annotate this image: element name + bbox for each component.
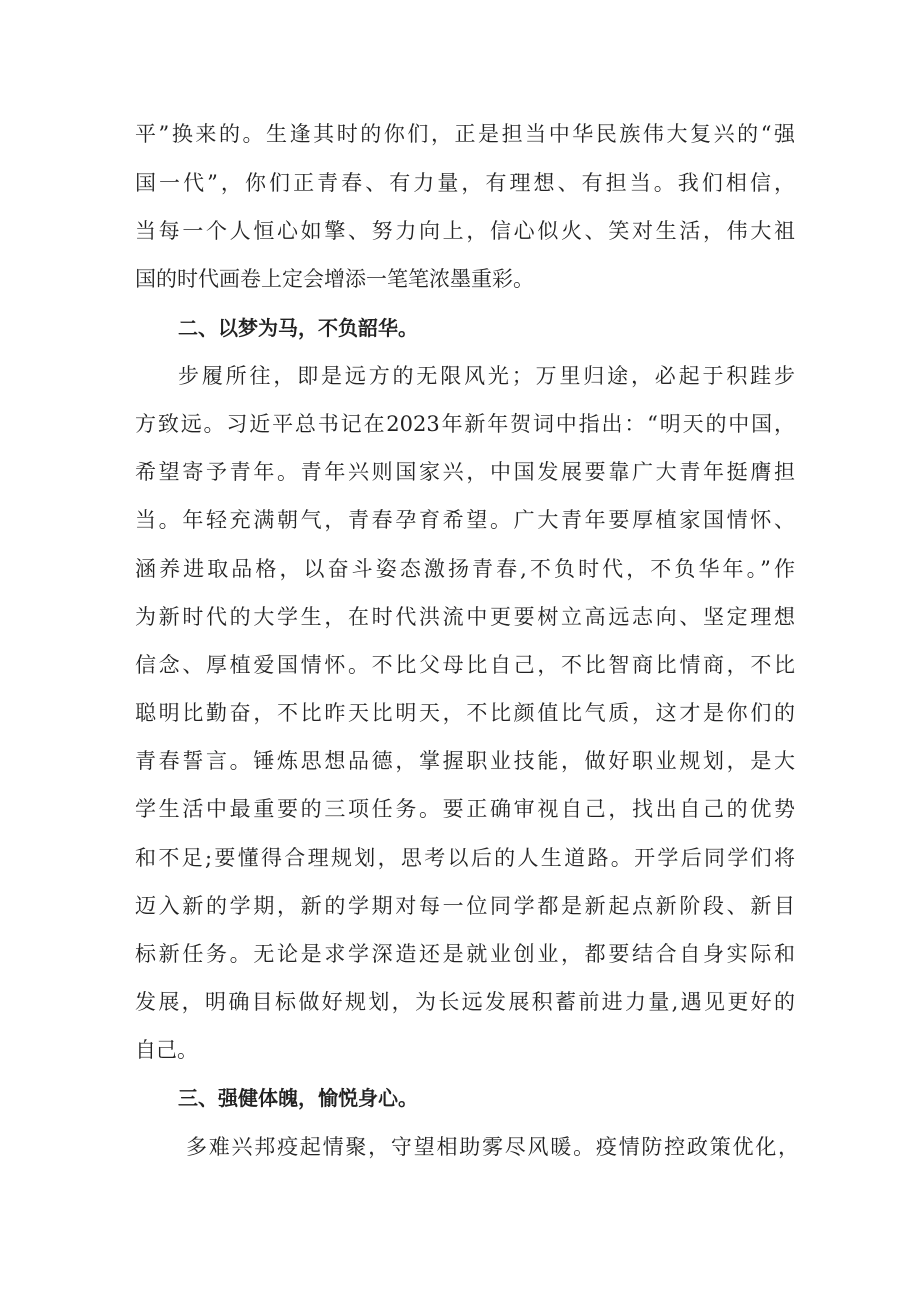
paragraph-line: 迈入新的学期，新的学期对每一位同学都是新起点新阶段、新目 bbox=[135, 894, 795, 918]
paragraph-line: 自己。 bbox=[135, 1038, 198, 1062]
paragraph-line: 和不足;要懂得合理规划，思考以后的人生道路。开学后同学们将 bbox=[135, 846, 795, 870]
paragraph-line: 学生活中最重要的三项任务。要正确审视自己，找出自己的优势 bbox=[135, 797, 795, 821]
paragraph-line: 步履所往，即是远方的无限风光；万里归途，必起于积跬步 bbox=[178, 364, 795, 388]
paragraph-line: 国一代”，你们正青春、有力量，有理想、有担当。我们相信， bbox=[135, 171, 795, 195]
paragraph-line: 希望寄予青年。青年兴则国家兴，中国发展要靠广大青年挺膺担 bbox=[135, 460, 795, 484]
paragraph-line: 当。年轻充满朝气，青春孕育希望。广大青年要厚植家国情怀、 bbox=[135, 508, 795, 532]
section-heading-2: 二、以梦为马，不负韶华。 bbox=[178, 316, 418, 340]
paragraph-line: 多难兴邦疫起情聚，守望相助雾尽风暖。疫情防控政策优化， bbox=[186, 1135, 799, 1159]
paragraph-line: 信念、厚植爱国情怀。不比父母比自己，不比智商比情商，不比 bbox=[135, 653, 795, 677]
paragraph-line: 发展，明确目标做好规划，为长远发展积蓄前进力量,遇见更好的 bbox=[135, 990, 795, 1014]
section-heading-3: 三、强健体魄，愉悦身心。 bbox=[178, 1086, 418, 1110]
paragraph-line: 聪明比勤奋，不比昨天比明天，不比颜值比气质，这才是你们的 bbox=[135, 701, 795, 725]
paragraph-line: 青春誓言。锤炼思想品德，掌握职业技能，做好职业规划，是大 bbox=[135, 749, 795, 773]
paragraph-line: 方致远。习近平总书记在2023年新年贺词中指出：“明天的中国， bbox=[135, 412, 795, 436]
paragraph-line: 涵养进取品格，以奋斗姿态激扬青春,不负时代，不负华年。”作 bbox=[135, 557, 795, 581]
paragraph-line: 标新任务。无论是求学深造还是就业创业，都要结合自身实际和 bbox=[135, 942, 795, 966]
paragraph-line: 为新时代的大学生，在时代洪流中更要树立高远志向、坚定理想 bbox=[135, 605, 795, 629]
paragraph-line: 平”换来的。生逢其时的你们，正是担当中华民族伟大复兴的“强 bbox=[135, 122, 795, 146]
paragraph-line: 当每一个人恒心如擎、努力向上，信心似火、笑对生活，伟大祖 bbox=[135, 219, 795, 243]
paragraph-line: 国的时代画卷上定会增添一笔笔浓墨重彩。 bbox=[135, 267, 534, 291]
